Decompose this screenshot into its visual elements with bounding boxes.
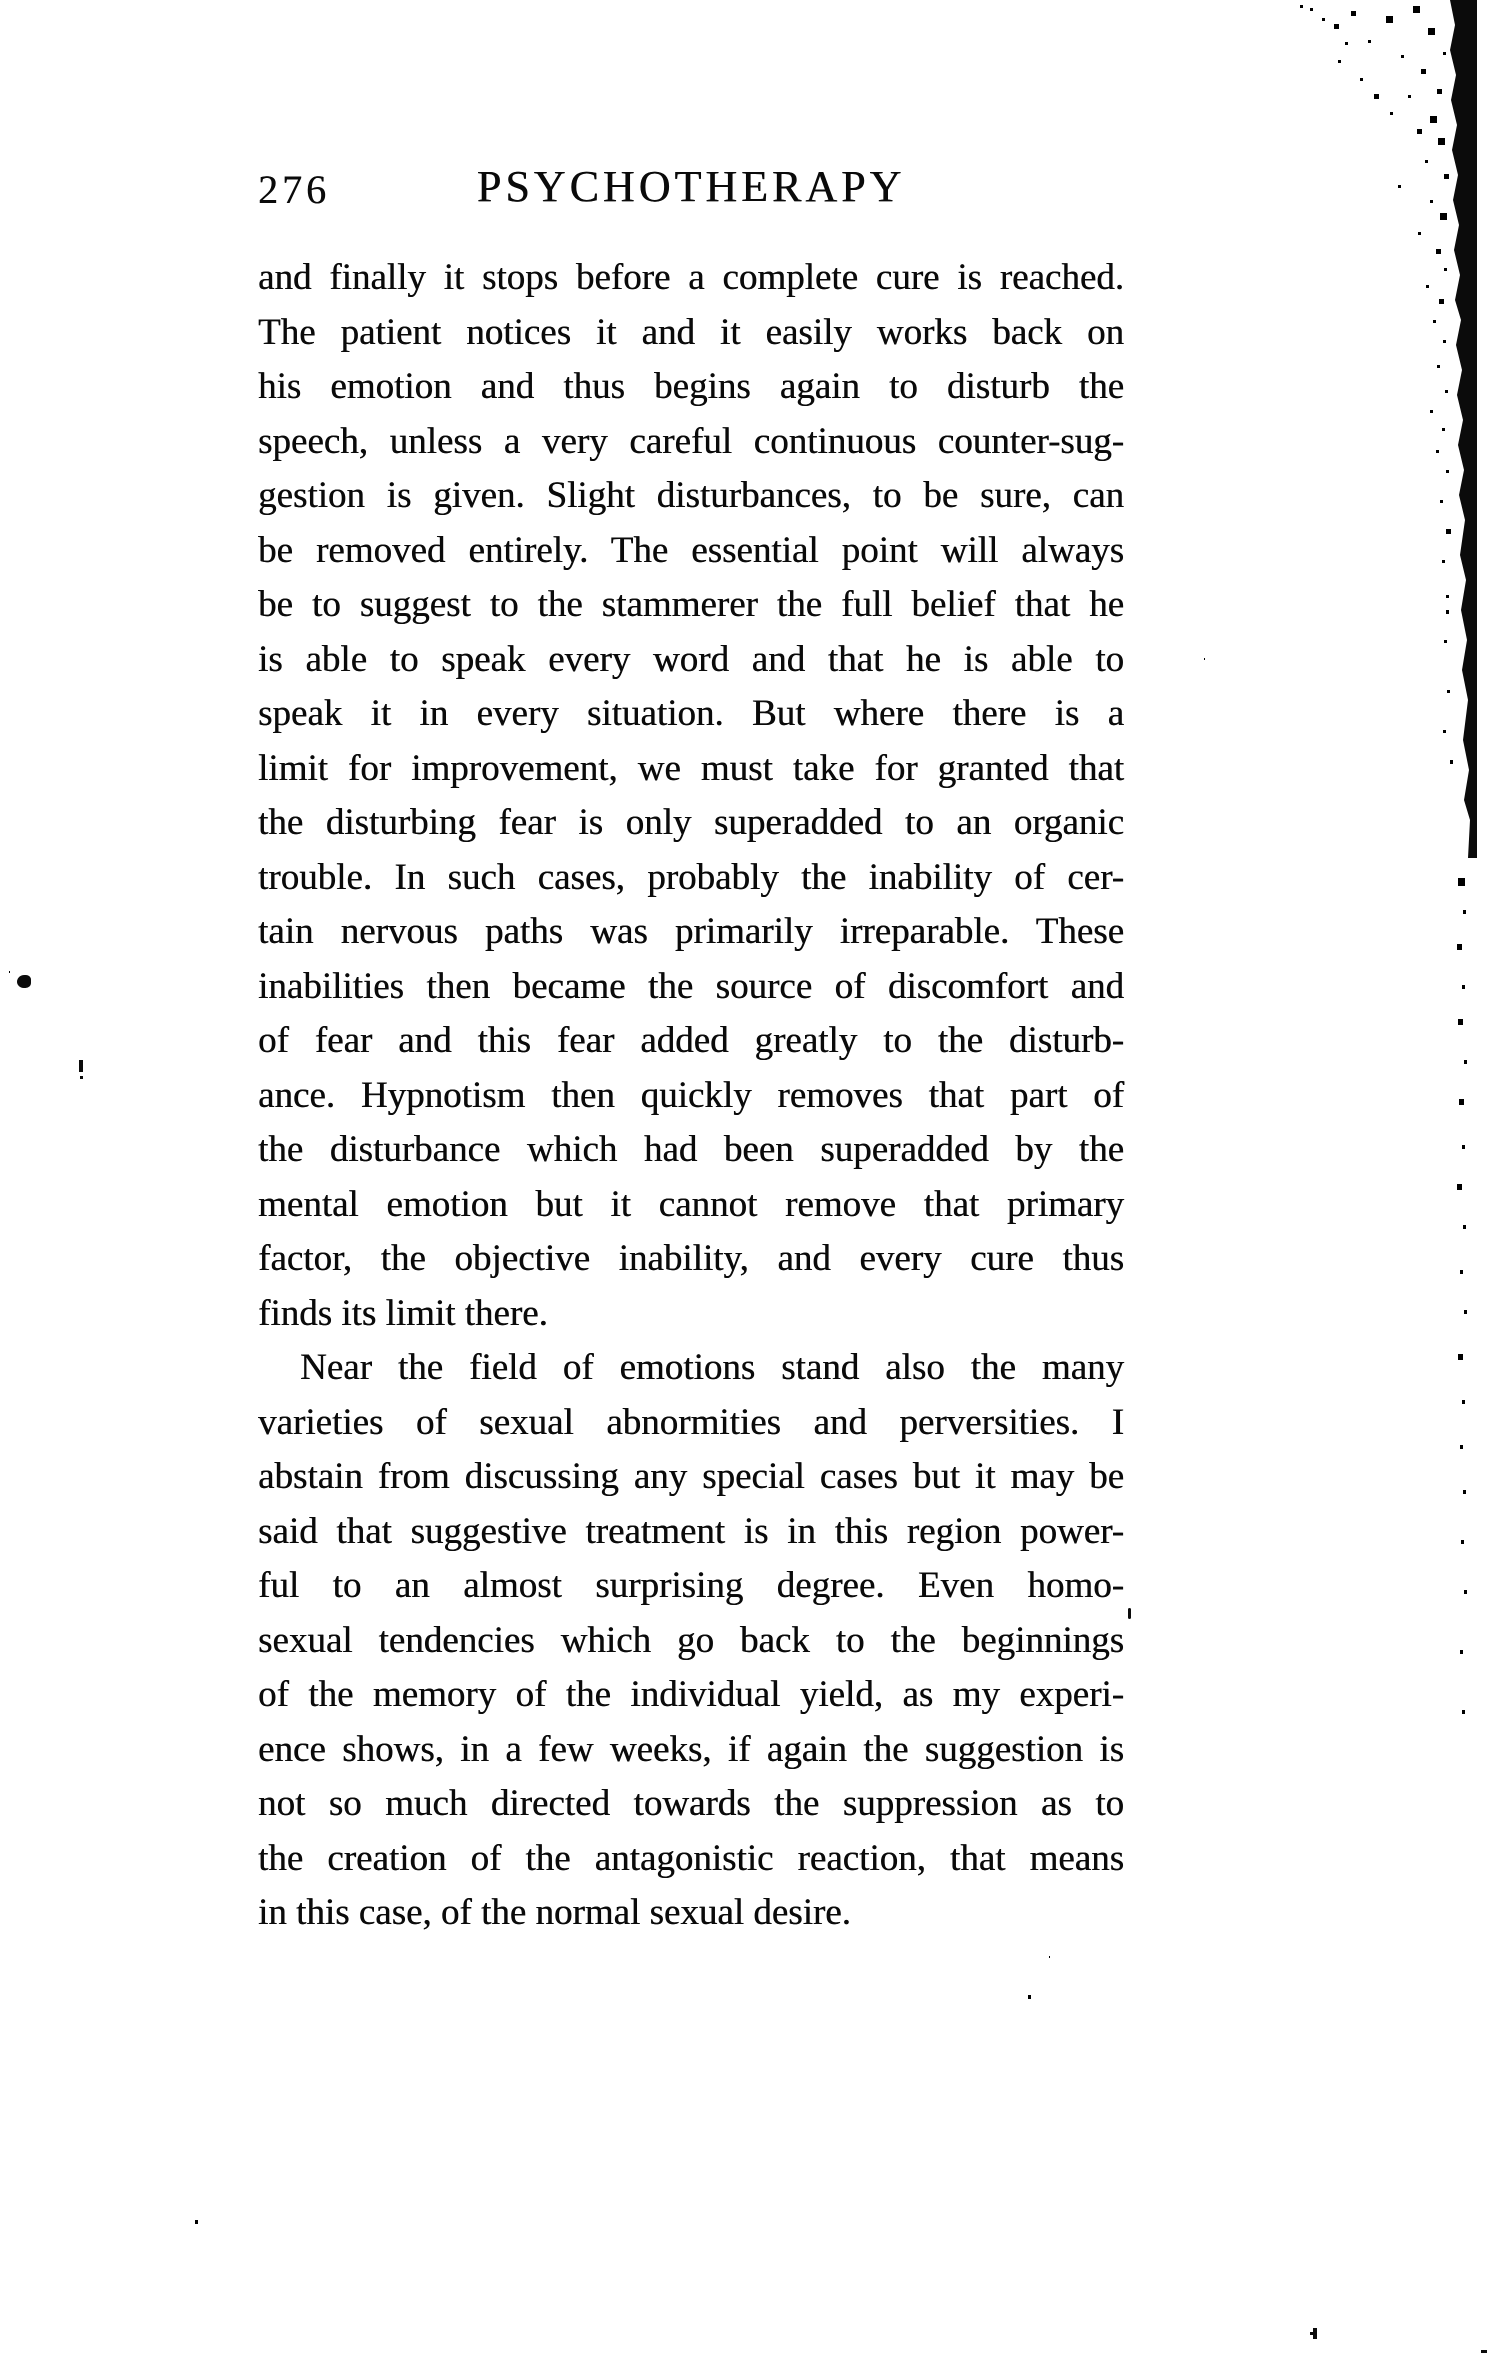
text-line: trouble. In such cases, probably the inability of cer-	[258, 856, 1124, 898]
scan-binding-edge	[1450, 0, 1477, 858]
scan-mark-after-beginnings	[1128, 1608, 1131, 1619]
text-line: be to suggest to the stammerer the full belief that he	[258, 584, 1124, 625]
text-line: not so much directed towards the suppression as to	[258, 1783, 1124, 1824]
scan-mark-bottom-right	[1313, 2328, 1317, 2339]
scan-speckles-scattered	[0, 0, 3, 4]
scan-ink-blob-left-margin	[17, 975, 31, 988]
text-line: the disturbance which had been superadded by the	[258, 1129, 1124, 1170]
text-line: Near the field of emotions stand also the many	[300, 1347, 1124, 1388]
text-line: sexual tendencies which go back to the beginnings	[258, 1619, 1124, 1661]
text-line: abstain from discussing any special cases but it may be	[258, 1456, 1124, 1497]
scan-mark-left-margin	[79, 1060, 83, 1072]
text-line: is able to speak every word and that he is able to	[258, 638, 1124, 680]
text-line: the disturbing fear is only superadded to an organic	[258, 802, 1124, 843]
text-line: finds its limit there.	[258, 1292, 548, 1334]
text-line: tain nervous paths was primarily irreparable. These	[258, 911, 1124, 952]
text-line: gestion is given. Slight disturbances, to be sure, can	[258, 475, 1124, 516]
text-line: ful to an almost surprising degree. Even homo-	[258, 1565, 1124, 1606]
text-line: The patient notices it and it easily works back on	[258, 311, 1124, 353]
text-line: be removed entirely. The essential point will always	[258, 529, 1124, 571]
page-header	[258, 163, 1124, 211]
text-line: said that suggestive treatment is in this region power-	[258, 1510, 1124, 1552]
text-line: varieties of sexual abnormities and perversities. I	[258, 1401, 1124, 1443]
text-line: speak it in every situation. But where there is a	[258, 693, 1124, 734]
text-line: his emotion and thus begins again to disturb the	[258, 366, 1124, 407]
text-line: speech, unless a very careful continuous counter-sug-	[258, 420, 1124, 462]
scan-mark-left-margin-dot	[80, 1076, 83, 1079]
text-line: mental emotion but it cannot remove that primary	[258, 1183, 1124, 1225]
text-line: factor, the objective inability, and every cure thus	[258, 1238, 1124, 1279]
scan-mark-edge-dash	[1481, 2350, 1487, 2353]
text-line: the creation of the antagonistic reaction, that means	[258, 1837, 1124, 1879]
text-line: and finally it stops before a complete cure is reached.	[258, 257, 1124, 298]
text-line: ance. Hypnotism then quickly removes that part of	[258, 1074, 1124, 1116]
text-line: ence shows, in a few weeks, if again the suggestion is	[258, 1728, 1124, 1770]
text-line: of fear and this fear added greatly to the disturb-	[258, 1020, 1124, 1061]
running-title: PSYCHOTHERAPY	[476, 162, 906, 211]
text-line: in this case, of the normal sexual desire.	[258, 1892, 851, 1933]
text-line: limit for improvement, we must take for granted that	[258, 747, 1124, 789]
body-text	[258, 251, 1124, 1941]
page-number: 276	[258, 167, 330, 212]
scan-mark-bottom-right-nub	[1310, 2332, 1313, 2335]
text-line: inabilities then became the source of discomfort and	[258, 965, 1124, 1007]
text-line: of the memory of the individual yield, as my experi-	[258, 1674, 1124, 1715]
